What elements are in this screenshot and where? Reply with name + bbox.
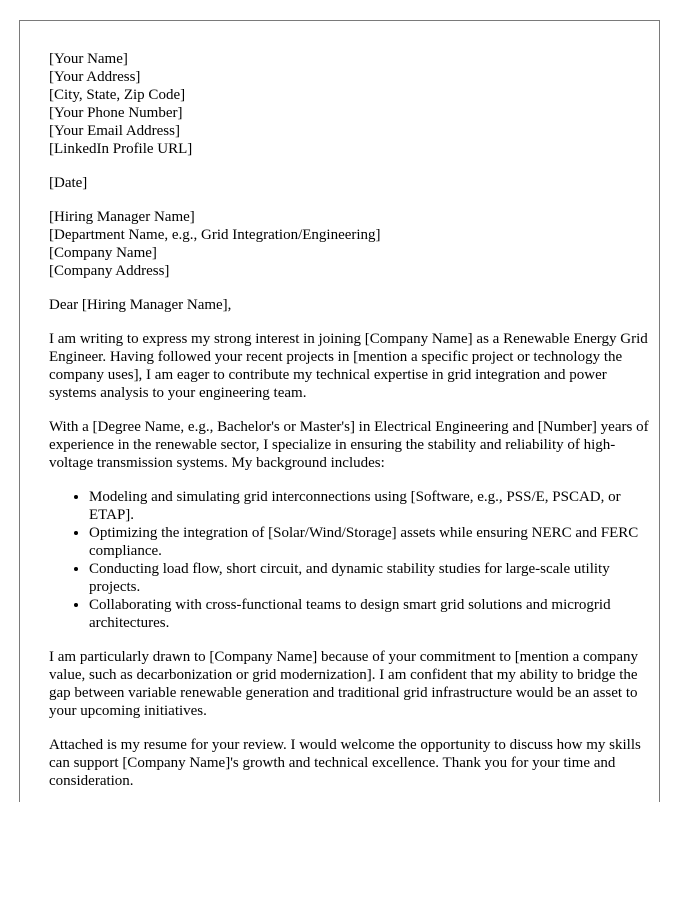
recipient-department: [Department Name, e.g., Grid Integration/Engineering] [49, 227, 381, 243]
sender-email: [Your Email Address] [49, 123, 180, 139]
sender-name: [Your Name] [49, 51, 128, 67]
recipient-company-address: [Company Address] [49, 263, 170, 279]
paragraph-motivation: I am particularly drawn to [Company Name] because of your commitment to [mention a company value, such as decarbonization or grid modernization]. I am confident that my ability to bridge the gap between variable renewable generation and traditional grid infrastructure would be an asset to your upcoming initiatives. [49, 649, 638, 719]
recipient-manager: [Hiring Manager Name] [49, 209, 195, 225]
paragraph-background: With a [Degree Name, e.g., Bachelor's or Master's] in Electrical Engineering and [Number] years of experience in the renewable sector, I specialize in ensuring the stability and reliability of high-voltage transmission systems. My background includes: [49, 419, 649, 471]
letter-content [49, 50, 649, 790]
sender-city-state-zip: [City, State, Zip Code] [49, 87, 186, 103]
list-item: • Optimizing the integration of [Solar/Wind/Storage] assets while ensuring NERC and FERC compliance. [89, 524, 649, 560]
sender-phone: [Your Phone Number] [49, 105, 183, 121]
recipient-block [49, 208, 649, 280]
recipient-company: [Company Name] [49, 245, 157, 261]
paragraph-closing: Attached is my resume for your review. I would welcome the opportunity to discuss how my skills can support [Company Name]'s growth and technical excellence. Thank you for your time and consideration. [49, 737, 641, 789]
sender-address: [Your Address] [49, 69, 141, 85]
paragraph-intro: I am writing to express my strong interest in joining [Company Name] as a Renewable Energy Grid Engineer. Having followed your recent projects in [mention a specific project or technology the company uses], I am eager to contribute my technical expertise in grid integration and power systems analysis to your engineering team. [49, 331, 648, 401]
date-block [49, 174, 649, 192]
salutation: Dear [Hiring Manager Name], [49, 297, 232, 313]
list-item: • Conducting load flow, short circuit, and dynamic stability studies for large-scale utility projects. [89, 560, 649, 596]
sender-block [49, 50, 649, 158]
sender-linkedin: [LinkedIn Profile URL] [49, 141, 193, 157]
letter-date: [Date] [49, 175, 88, 191]
letter-page [19, 20, 660, 802]
list-item: • Modeling and simulating grid interconnections using [Software, e.g., PSS/E, PSCAD, or ETAP]. [89, 488, 649, 524]
skills-list [49, 488, 649, 632]
list-item: • Collaborating with cross-functional teams to design smart grid solutions and microgrid architectures. [89, 596, 649, 632]
